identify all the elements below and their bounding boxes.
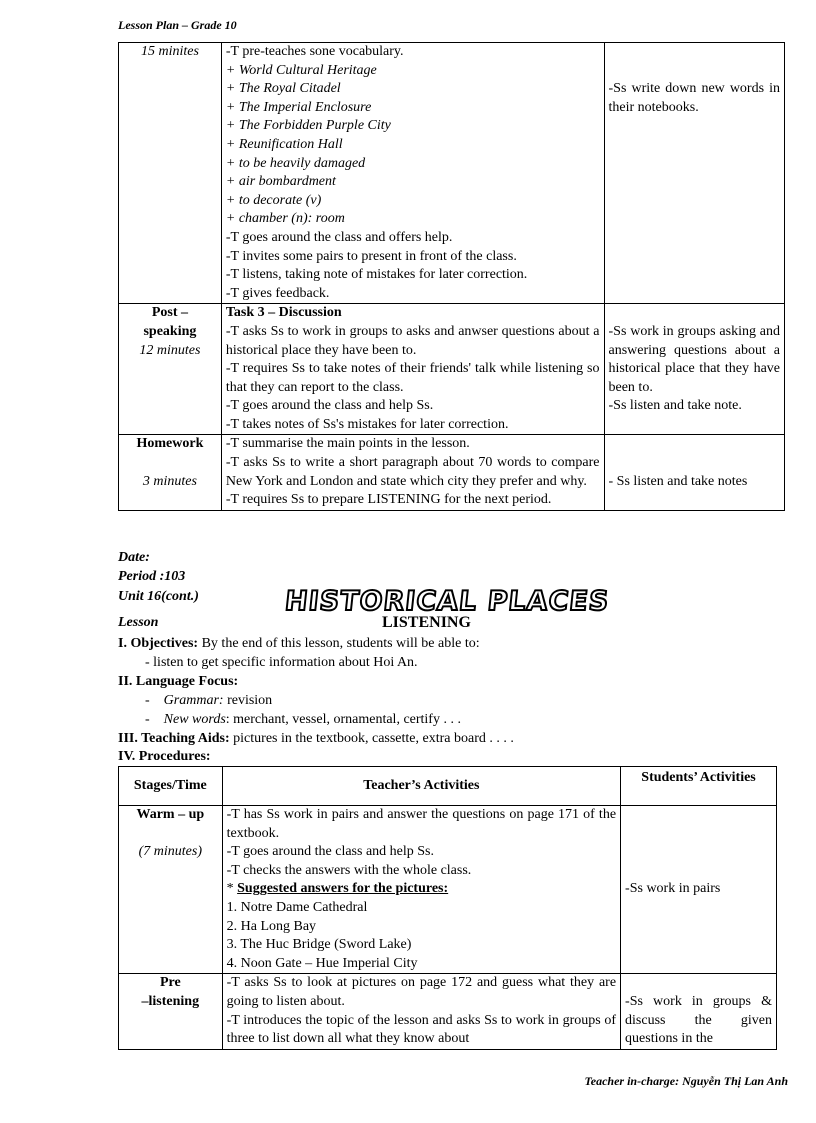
answer-item: 3. The Huc Bridge (Sword Lake) bbox=[226, 937, 412, 953]
table-row bbox=[119, 304, 785, 435]
activity-line: -T introduces the topic of the lesson and asks Ss to work in groups of three to list down all what they know about bbox=[226, 1012, 617, 1047]
table-row bbox=[119, 435, 785, 510]
stage-label: Pre bbox=[159, 975, 181, 991]
student-activities-cell bbox=[604, 435, 785, 510]
activity-line: -T takes notes of Ss's mistakes for later correction. bbox=[225, 416, 509, 432]
suggested-answers-heading: * Suggested answers for the pictures: bbox=[226, 881, 449, 897]
grammar-label: Grammar: bbox=[163, 693, 224, 708]
period-label: Period :103 bbox=[118, 569, 186, 584]
stage-label: Post – bbox=[151, 305, 189, 321]
activity-line: -T summarise the main points in the lesson. bbox=[225, 436, 470, 452]
activity-line: -T listens, taking note of mistakes for later correction. bbox=[225, 267, 528, 283]
time-label: 15 minites bbox=[140, 44, 199, 59]
answer-item: 2. Ha Long Bay bbox=[226, 918, 317, 934]
new-words-item: - New words: merchant, vessel, ornamental, certify . . . bbox=[145, 712, 461, 727]
time-label: 3 minutes bbox=[142, 473, 197, 489]
new-words-text: : merchant, vessel, ornamental, certify . . . bbox=[225, 712, 461, 727]
activity-line: -T goes around the class and help Ss. bbox=[225, 398, 434, 414]
lesson-label: Lesson bbox=[118, 615, 159, 630]
column-header: Teacher’s Activities bbox=[222, 767, 620, 806]
grammar-text: revision bbox=[223, 693, 273, 708]
vocab-item: + The Imperial Enclosure bbox=[225, 99, 372, 115]
procedure-table bbox=[118, 766, 777, 1050]
vocab-item: + to decorate (v) bbox=[225, 192, 322, 208]
activity-line: -T requires Ss to prepare LISTENING for the next period. bbox=[225, 492, 552, 508]
vocab-item: + The Royal Citadel bbox=[225, 81, 341, 97]
unit-title-logo: HISTORICAL PLACES bbox=[283, 586, 611, 617]
time-label: 12 minutes bbox=[139, 342, 201, 358]
table-header-row bbox=[119, 767, 777, 806]
table-row bbox=[119, 43, 785, 304]
student-activities-cell bbox=[604, 304, 785, 435]
section-text: By the end of this lesson, students will be able to: bbox=[198, 636, 480, 651]
stage-label: Homework bbox=[136, 436, 204, 452]
activity-line: -T has Ss work in pairs and answer the questions on page 171 of the textbook. bbox=[226, 807, 617, 841]
lesson-subtitle: LISTENING bbox=[382, 614, 471, 631]
vocab-item: + Reunification Hall bbox=[225, 136, 343, 152]
unit-label: Unit 16(cont.) bbox=[118, 589, 199, 604]
activity-line: -T asks Ss to look at pictures on page 172 and guess what they are going to listen about. bbox=[226, 975, 617, 1009]
activity-line: -T asks Ss to write a short paragraph about 70 words to compare New York and London and state which city they prefer and why. bbox=[225, 455, 600, 489]
section-heading: I. Objectives: bbox=[118, 636, 199, 651]
activity-line: -T checks the answers with the whole class. bbox=[226, 862, 472, 878]
student-activity: -Ss work in groups asking and answering questions about a historical place that they have been to. bbox=[608, 323, 780, 395]
section-text: pictures in the textbook, cassette, extra board . . . . bbox=[229, 731, 514, 746]
student-activity: -Ss listen and take note. bbox=[608, 398, 742, 414]
objectives-section bbox=[118, 636, 480, 652]
stage-label: –listening bbox=[141, 993, 200, 1009]
stage-cell bbox=[119, 304, 222, 435]
answer-item: 4. Noon Gate – Hue Imperial City bbox=[226, 955, 418, 971]
stage-cell bbox=[119, 435, 222, 510]
student-activity: -Ss work in groups & discuss the given questions in the bbox=[625, 993, 772, 1047]
stage-cell bbox=[119, 43, 222, 304]
suggested-answers-label: Suggested answers for the pictures: bbox=[237, 881, 449, 897]
page-header: Lesson Plan – Grade 10 bbox=[118, 18, 237, 32]
vocab-item: + World Cultural Heritage bbox=[225, 62, 377, 78]
student-activity: -Ss write down new words in their notebooks. bbox=[608, 81, 780, 115]
teacher-activities-cell bbox=[221, 43, 604, 304]
grammar-item: - Grammar: revision bbox=[145, 693, 273, 708]
teacher-activities-cell bbox=[221, 435, 604, 510]
teacher-activities-cell bbox=[221, 304, 604, 435]
teaching-aids-section bbox=[118, 731, 514, 747]
objective-item: - listen to get specific information about Hoi An. bbox=[145, 655, 418, 670]
vocab-item: + The Forbidden Purple City bbox=[225, 118, 391, 134]
time-label: (7 minutes) bbox=[138, 844, 202, 860]
page-footer: Teacher in-charge: Nguyễn Thị Lan Anh bbox=[584, 1074, 788, 1088]
stage-cell bbox=[119, 974, 223, 1049]
activity-line: -T goes around the class and help Ss. bbox=[226, 844, 434, 860]
stage-label: Warm – up bbox=[136, 807, 205, 822]
vocab-item: + air bombardment bbox=[225, 174, 336, 190]
table-row bbox=[119, 974, 777, 1049]
answer-item: 1. Notre Dame Cathedral bbox=[226, 899, 368, 915]
column-header: Students’ Activities bbox=[621, 767, 777, 806]
teacher-activities-cell bbox=[222, 806, 620, 974]
new-words-label: New words bbox=[163, 712, 226, 727]
activity-line: -T goes around the class and offers help. bbox=[225, 229, 453, 245]
student-activity: -Ss work in pairs bbox=[625, 881, 721, 897]
vocab-item: + chamber (n): room bbox=[225, 211, 345, 227]
date-label: Date: bbox=[118, 550, 150, 565]
stage-cell bbox=[119, 806, 223, 974]
activity-line: -T asks Ss to work in groups to asks and anwser questions about a historical place they have been to. bbox=[225, 323, 600, 358]
task-title: Task 3 – Discussion bbox=[225, 305, 342, 321]
table-row bbox=[119, 806, 777, 974]
activity-line: -T invites some pairs to present in front of the class. bbox=[225, 248, 517, 264]
section-heading: III. Teaching Aids: bbox=[118, 731, 230, 746]
student-activities-cell bbox=[621, 974, 777, 1049]
procedure-table-continued bbox=[118, 42, 785, 511]
activity-line: -T gives feedback. bbox=[225, 285, 330, 301]
student-activity: - Ss listen and take notes bbox=[608, 473, 748, 489]
vocab-item: + to be heavily damaged bbox=[225, 155, 366, 171]
language-focus-heading: II. Language Focus: bbox=[118, 674, 239, 689]
column-header: Stages/Time bbox=[119, 767, 223, 806]
activity-line: -T pre-teaches sone vocabulary. bbox=[225, 44, 404, 59]
student-activities-cell bbox=[604, 43, 785, 304]
stage-label: speaking bbox=[143, 323, 197, 339]
activity-line: -T requires Ss to take notes of their friends' talk while listening so that they can report to the class. bbox=[225, 361, 600, 395]
procedures-heading: IV. Procedures: bbox=[118, 749, 211, 764]
teacher-activities-cell bbox=[222, 974, 620, 1049]
student-activities-cell bbox=[621, 806, 777, 974]
